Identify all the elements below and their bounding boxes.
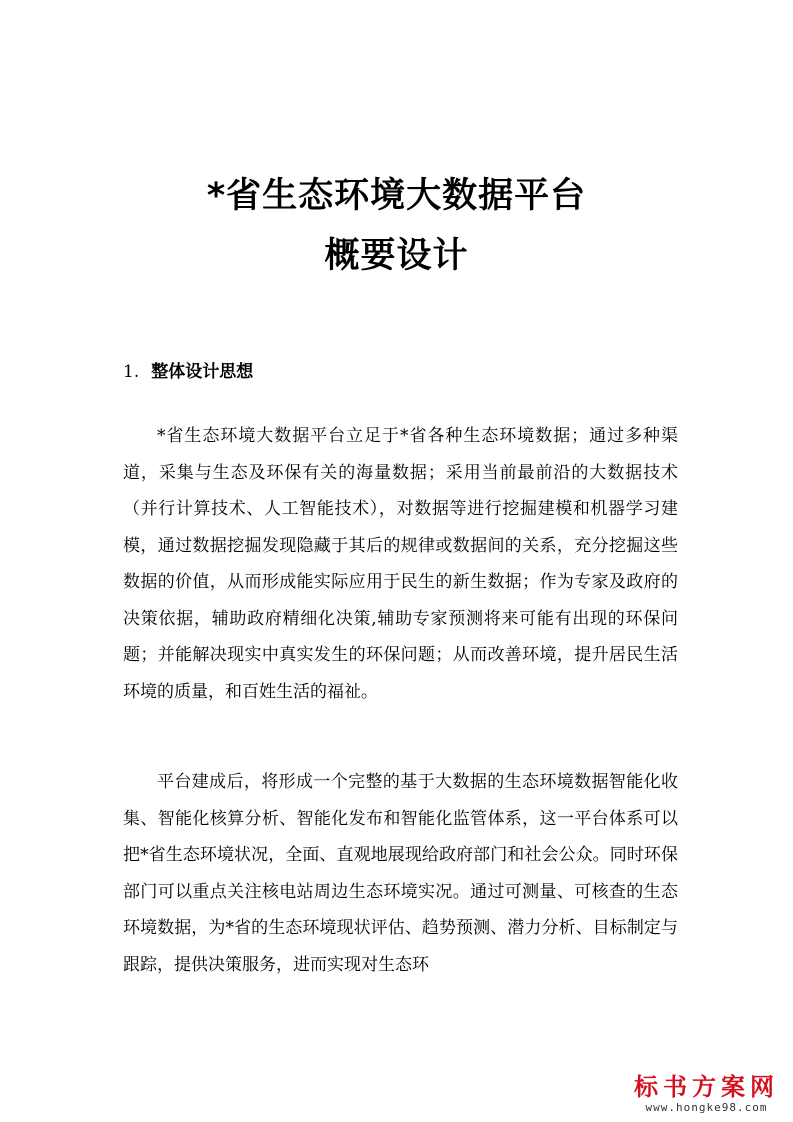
document-title: *省生态环境大数据平台 [206,176,587,216]
document-subtitle: 概要设计 [324,236,469,276]
watermark-brand: 标书方案网 [634,1073,779,1101]
section-heading-text: 整体设计思想 [151,362,254,382]
watermark-url: www.hongke98.com [645,1101,768,1114]
paragraph-1: *省生态环境大数据平台立足于*省各种生态环境数据；通过多种渠道，采集与生态及环保有关的海量数据；采用当前最前沿的大数据技术（并行计算技术、人工智能技术），对数据等进行挖掘建模和机器学习建模，通过数据挖掘发现隐藏于其后的规律或数据间的关系，充分挖掘这些数据的价值，从而形成能实际应用于民生的新生数据；作为专家及政府的决策依据，辅助政府精细化决策,辅助专家预测将来可能有出现的环保问题；并能解决现实中真实发生的环保问题；从而改善环境，提升居民生活环境的质量，和百姓生活的福祉。 [123,426,678,702]
section-heading [123,357,253,382]
section-number: 1. [123,362,140,382]
paragraph-2: 平台建成后，将形成一个完整的基于大数据的生态环境数据智能化收集、智能化核算分析、智能化发布和智能化监管体系，这一平台体系可以把*省生态环境状况，全面、直观地展现给政府部门和社会公众。同时环保部门可以重点关注核电站周边生态环境实况。通过可测量、可核查的生态环境数据，为*省的生态环境现状评估、趋势预测、潜力分析、目标制定与跟踪，提供决策服务，进而实现对生态环 [123,772,678,975]
watermark-logo [634,1073,779,1114]
